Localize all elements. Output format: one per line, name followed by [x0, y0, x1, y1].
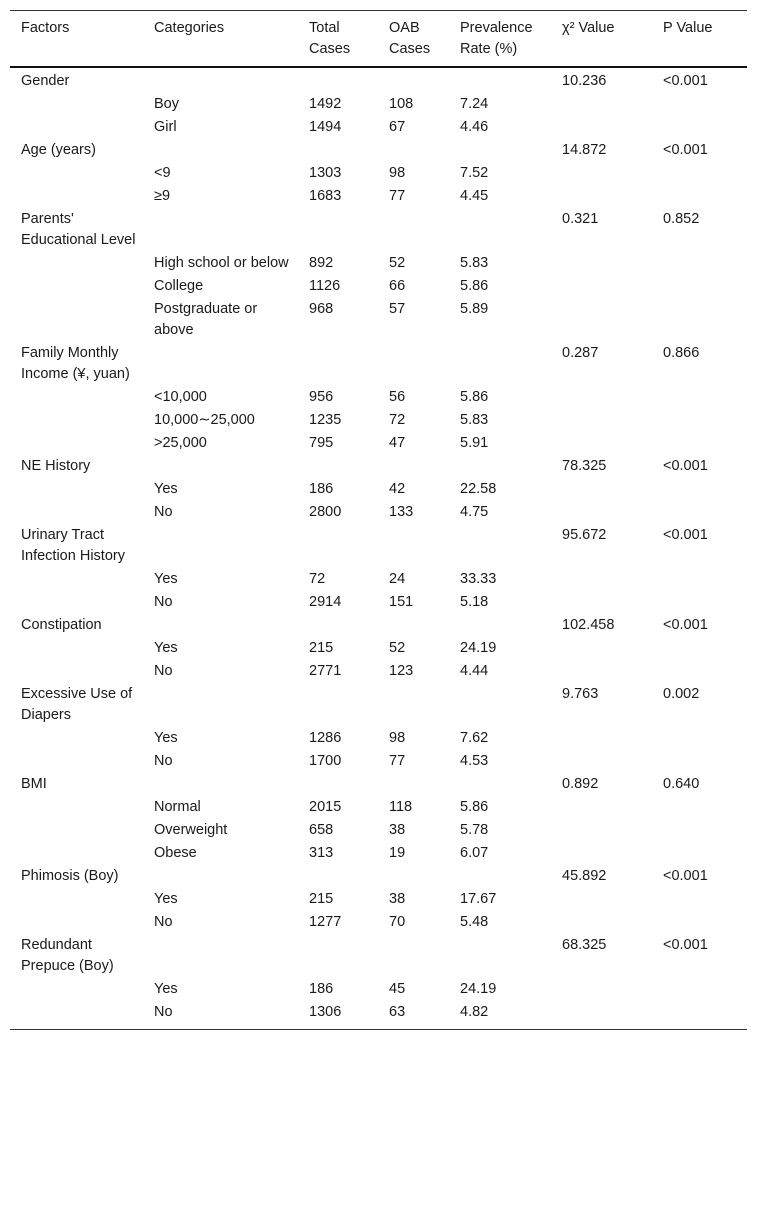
- category-cell: Girl: [154, 119, 177, 135]
- total-cases-cell: 1277: [309, 914, 342, 930]
- p-value-cell: [652, 93, 747, 116]
- category-cell: Overweight: [154, 822, 228, 838]
- oab-cases-cell: 47: [389, 435, 406, 451]
- table-row: [10, 342, 747, 386]
- table-row: [10, 637, 747, 660]
- oab-cases-cell: 77: [389, 753, 406, 769]
- prevalence-rate-cell: 5.86: [460, 799, 489, 815]
- oab-cases-cell: 42: [389, 481, 406, 497]
- table-row: [10, 842, 747, 865]
- category-cell: [143, 614, 298, 637]
- factor-cell: Age (years): [21, 142, 96, 158]
- factor-cell: [10, 591, 143, 614]
- factor-cell: [10, 750, 143, 773]
- chi-square-cell: [551, 409, 652, 432]
- oab-cases-cell: 52: [389, 640, 406, 656]
- category-cell: No: [154, 753, 173, 769]
- prevalence-rate-cell: 4.82: [460, 1004, 489, 1020]
- factor-cell: [10, 116, 143, 139]
- oab-cases-cell: 108: [389, 96, 414, 112]
- table-row: [10, 162, 747, 185]
- category-cell: Yes: [154, 730, 178, 746]
- p-value-cell: [652, 591, 747, 614]
- factor-cell: [10, 501, 143, 524]
- p-value-cell: [652, 386, 747, 409]
- oab-cases-cell: 38: [389, 891, 406, 907]
- p-value-cell: [652, 637, 747, 660]
- category-cell: Yes: [154, 481, 178, 497]
- oab-cases-cell: [378, 524, 449, 568]
- total-cases-cell: 186: [309, 481, 334, 497]
- p-value-cell: <0.001: [663, 142, 708, 158]
- p-value-cell: [652, 478, 747, 501]
- category-cell: [143, 455, 298, 478]
- oab-cases-cell: 77: [389, 188, 406, 204]
- factor-cell: [10, 252, 143, 275]
- p-value-cell: [652, 185, 747, 208]
- category-cell: [143, 683, 298, 727]
- table-row: [10, 1001, 747, 1030]
- p-value-cell: [652, 888, 747, 911]
- factor-cell: [10, 911, 143, 934]
- category-cell: No: [154, 594, 173, 610]
- total-cases-cell: 1492: [309, 96, 342, 112]
- prevalence-rate-cell: [449, 524, 551, 568]
- oab-cases-cell: 123: [389, 663, 414, 679]
- table-row: [10, 93, 747, 116]
- p-value-cell: [652, 252, 747, 275]
- category-cell: [143, 773, 298, 796]
- category-cell: [143, 342, 298, 386]
- category-cell: No: [154, 1004, 173, 1020]
- p-value-cell: [652, 750, 747, 773]
- table-row: [10, 888, 747, 911]
- total-cases-cell: [298, 934, 378, 978]
- p-value-cell: [652, 819, 747, 842]
- total-cases-cell: 1235: [309, 412, 342, 428]
- prevalence-rate-cell: 4.45: [460, 188, 489, 204]
- category-cell: No: [154, 663, 173, 679]
- prevalence-rate-cell: 5.86: [460, 389, 489, 405]
- category-cell: [143, 524, 298, 568]
- table-row: [10, 683, 747, 727]
- chi-square-cell: [551, 1001, 652, 1030]
- chi-square-cell: [551, 796, 652, 819]
- header-oab-cases: OAB Cases: [378, 11, 449, 68]
- prevalence-rate-cell: [449, 934, 551, 978]
- prevalence-rate-cell: 4.53: [460, 753, 489, 769]
- chi-square-cell: [551, 252, 652, 275]
- oab-cases-cell: 151: [389, 594, 414, 610]
- p-value-cell: [652, 568, 747, 591]
- factor-cell: Excessive Use of Diapers: [21, 686, 133, 723]
- factor-cell: [10, 568, 143, 591]
- factor-cell: NE History: [21, 458, 91, 474]
- chi-square-cell: [551, 911, 652, 934]
- table-row: [10, 568, 747, 591]
- chi-square-cell: [551, 185, 652, 208]
- table-row: [10, 275, 747, 298]
- chi-square-cell: 68.325: [562, 937, 607, 953]
- oab-cases-cell: 70: [389, 914, 406, 930]
- chi-square-cell: [551, 568, 652, 591]
- total-cases-cell: 1494: [309, 119, 342, 135]
- chi-square-cell: 0.287: [562, 345, 599, 361]
- oab-cases-cell: 72: [389, 412, 406, 428]
- factor-cell: Parents' Educational Level: [21, 211, 136, 248]
- factor-cell: [10, 796, 143, 819]
- table-body: [10, 67, 747, 1030]
- factor-cell: [10, 386, 143, 409]
- category-cell: High school or below: [154, 255, 289, 271]
- oab-cases-cell: 133: [389, 504, 414, 520]
- table-row: [10, 934, 747, 978]
- p-value-cell: <0.001: [663, 868, 708, 884]
- category-cell: ≥9: [154, 188, 171, 204]
- p-value-cell: [652, 501, 747, 524]
- oab-cases-cell: 63: [389, 1004, 406, 1020]
- total-cases-cell: [298, 455, 378, 478]
- factor-cell: [10, 298, 143, 342]
- table-row: [10, 501, 747, 524]
- table-row: [10, 796, 747, 819]
- prevalence-rate-cell: 22.58: [460, 481, 497, 497]
- p-value-cell: <0.001: [663, 458, 708, 474]
- prevalence-rate-cell: 4.75: [460, 504, 489, 520]
- prevalence-rate-cell: 5.83: [460, 255, 489, 271]
- table-row: [10, 865, 747, 888]
- prevalence-rate-cell: [449, 208, 551, 252]
- table-row: [10, 67, 747, 93]
- total-cases-cell: 956: [309, 389, 334, 405]
- factor-cell: Constipation: [21, 617, 102, 633]
- table-row: [10, 773, 747, 796]
- total-cases-cell: [298, 139, 378, 162]
- table-row: [10, 432, 747, 455]
- prevalence-rate-cell: 7.62: [460, 730, 489, 746]
- oab-cases-cell: [378, 208, 449, 252]
- prevalence-rate-cell: 5.91: [460, 435, 489, 451]
- category-cell: [143, 67, 298, 93]
- total-cases-cell: [298, 614, 378, 637]
- prevalence-rate-cell: 6.07: [460, 845, 489, 861]
- factor-cell: [10, 275, 143, 298]
- oab-cases-cell: 56: [389, 389, 406, 405]
- chi-square-cell: 78.325: [562, 458, 607, 474]
- p-value-cell: 0.852: [663, 211, 700, 227]
- chi-square-cell: 9.763: [562, 686, 599, 702]
- total-cases-cell: 2800: [309, 504, 342, 520]
- total-cases-cell: 72: [309, 571, 326, 587]
- chi-square-cell: [551, 93, 652, 116]
- chi-square-cell: [551, 432, 652, 455]
- category-cell: <10,000: [154, 389, 207, 405]
- total-cases-cell: 215: [309, 891, 334, 907]
- p-value-cell: [652, 660, 747, 683]
- prevalence-rate-cell: [449, 455, 551, 478]
- p-value-cell: 0.866: [663, 345, 700, 361]
- factor-cell: [10, 727, 143, 750]
- prevalence-rate-cell: 33.33: [460, 571, 497, 587]
- table-row: [10, 727, 747, 750]
- category-cell: [143, 865, 298, 888]
- factor-cell: BMI: [21, 776, 47, 792]
- category-cell: Yes: [154, 640, 178, 656]
- p-value-cell: [652, 432, 747, 455]
- p-value-cell: <0.001: [663, 527, 708, 543]
- prevalence-rate-cell: [449, 683, 551, 727]
- category-cell: [143, 139, 298, 162]
- chi-square-cell: [551, 275, 652, 298]
- category-cell: Normal: [154, 799, 201, 815]
- total-cases-cell: 1303: [309, 165, 342, 181]
- header-factors: Factors: [10, 11, 143, 68]
- factor-cell: Urinary Tract Infection History: [21, 527, 125, 564]
- chi-square-cell: [551, 298, 652, 342]
- oab-cases-cell: 67: [389, 119, 406, 135]
- table-row: [10, 252, 747, 275]
- data-table: [10, 10, 747, 1030]
- oab-cases-cell: [378, 773, 449, 796]
- factor-cell: [10, 409, 143, 432]
- prevalence-rate-cell: 5.78: [460, 822, 489, 838]
- chi-square-cell: [551, 819, 652, 842]
- prevalence-rate-cell: 5.86: [460, 278, 489, 294]
- factor-cell: [10, 842, 143, 865]
- oab-cases-cell: 45: [389, 981, 406, 997]
- chi-square-cell: [551, 478, 652, 501]
- chi-square-cell: [551, 162, 652, 185]
- category-cell: No: [154, 504, 173, 520]
- oab-cases-cell: [378, 342, 449, 386]
- chi-square-cell: [551, 727, 652, 750]
- category-cell: <9: [154, 165, 171, 181]
- factor-cell: [10, 978, 143, 1001]
- total-cases-cell: 1126: [309, 278, 341, 294]
- table-header: [10, 11, 747, 68]
- total-cases-cell: 892: [309, 255, 334, 271]
- prevalence-rate-cell: 24.19: [460, 981, 497, 997]
- prevalence-rate-cell: [449, 865, 551, 888]
- chi-square-cell: [551, 842, 652, 865]
- total-cases-cell: 313: [309, 845, 334, 861]
- total-cases-cell: 2771: [309, 663, 342, 679]
- table-row: [10, 386, 747, 409]
- chi-square-cell: [551, 501, 652, 524]
- p-value-cell: [652, 1001, 747, 1030]
- category-cell: [143, 934, 298, 978]
- oab-cases-cell: [378, 683, 449, 727]
- p-value-cell: 0.640: [663, 776, 700, 792]
- factor-cell: Phimosis (Boy): [21, 868, 119, 884]
- total-cases-cell: 2015: [309, 799, 342, 815]
- oab-cases-cell: 24: [389, 571, 406, 587]
- chi-square-cell: 14.872: [562, 142, 607, 158]
- prevalence-rate-cell: 4.44: [460, 663, 489, 679]
- total-cases-cell: 1700: [309, 753, 342, 769]
- table-row: [10, 750, 747, 773]
- header-row: [10, 11, 747, 68]
- prevalence-rate-cell: 24.19: [460, 640, 497, 656]
- oab-cases-cell: 98: [389, 730, 406, 746]
- factor-cell: [10, 93, 143, 116]
- chi-square-cell: [551, 591, 652, 614]
- p-value-cell: [652, 842, 747, 865]
- total-cases-cell: [298, 524, 378, 568]
- header-prevalence-rate: Prevalence Rate (%): [449, 11, 551, 68]
- total-cases-cell: 215: [309, 640, 334, 656]
- table-row: [10, 455, 747, 478]
- oab-cases-cell: 98: [389, 165, 406, 181]
- oab-cases-cell: [378, 934, 449, 978]
- table-row: [10, 409, 747, 432]
- factor-cell: Gender: [21, 73, 70, 89]
- factor-cell: [10, 478, 143, 501]
- chi-square-cell: 10.236: [562, 73, 607, 89]
- p-value-cell: [652, 727, 747, 750]
- header-p-value: P Value: [652, 11, 747, 68]
- p-value-cell: [652, 298, 747, 342]
- category-cell: Yes: [154, 571, 178, 587]
- table-row: [10, 478, 747, 501]
- category-cell: Boy: [154, 96, 179, 112]
- header-categories: Categories: [143, 11, 298, 68]
- total-cases-cell: 1683: [309, 188, 342, 204]
- header-total-cases: Total Cases: [298, 11, 378, 68]
- prevalence-rate-cell: 5.83: [460, 412, 489, 428]
- chi-square-cell: [551, 978, 652, 1001]
- p-value-cell: <0.001: [663, 617, 708, 633]
- p-value-cell: [652, 409, 747, 432]
- prevalence-rate-cell: [449, 67, 551, 93]
- factor-cell: Family Monthly Income (¥, yuan): [21, 345, 130, 382]
- category-cell: College: [154, 278, 204, 294]
- oab-cases-cell: 66: [389, 278, 406, 294]
- p-value-cell: [652, 978, 747, 1001]
- factor-cell: [10, 819, 143, 842]
- p-value-cell: [652, 116, 747, 139]
- table-row: [10, 660, 747, 683]
- chi-square-cell: [551, 637, 652, 660]
- factor-cell: [10, 660, 143, 683]
- table-row: [10, 819, 747, 842]
- total-cases-cell: 186: [309, 981, 334, 997]
- factor-cell: [10, 432, 143, 455]
- oab-cases-cell: [378, 455, 449, 478]
- p-value-cell: [652, 162, 747, 185]
- p-value-cell: 0.002: [663, 686, 700, 702]
- oab-cases-cell: [378, 139, 449, 162]
- chi-square-cell: [551, 116, 652, 139]
- total-cases-cell: 795: [309, 435, 334, 451]
- category-cell: >25,000: [154, 435, 207, 451]
- p-value-cell: <0.001: [663, 937, 708, 953]
- prevalence-rate-cell: 5.48: [460, 914, 489, 930]
- table-row: [10, 208, 747, 252]
- factor-cell: [10, 888, 143, 911]
- factor-cell: [10, 1001, 143, 1030]
- p-value-cell: [652, 275, 747, 298]
- table-row: [10, 139, 747, 162]
- prevalence-rate-cell: [449, 139, 551, 162]
- p-value-cell: [652, 796, 747, 819]
- prevalence-rate-cell: [449, 614, 551, 637]
- chi-square-cell: [551, 386, 652, 409]
- chi-square-cell: 45.892: [562, 868, 607, 884]
- total-cases-cell: [298, 865, 378, 888]
- table-row: [10, 116, 747, 139]
- prevalence-rate-cell: 7.52: [460, 165, 489, 181]
- chi-square-cell: 102.458: [562, 617, 615, 633]
- total-cases-cell: 1306: [309, 1004, 342, 1020]
- table-row: [10, 591, 747, 614]
- category-cell: Yes: [154, 981, 178, 997]
- chi-square-cell: [551, 750, 652, 773]
- oab-cases-cell: 19: [389, 845, 406, 861]
- header-chi-square-value: χ² Value: [551, 11, 652, 68]
- category-cell: [143, 208, 298, 252]
- table-row: [10, 298, 747, 342]
- table-row: [10, 911, 747, 934]
- prevalence-rate-cell: 5.89: [460, 301, 489, 317]
- table-row: [10, 614, 747, 637]
- prevalence-rate-cell: [449, 773, 551, 796]
- prevalence-rate-cell: [449, 342, 551, 386]
- total-cases-cell: [298, 683, 378, 727]
- category-cell: Yes: [154, 891, 178, 907]
- factor-cell: Redundant Prepuce (Boy): [21, 937, 114, 974]
- table-row: [10, 978, 747, 1001]
- total-cases-cell: 968: [309, 301, 334, 317]
- oab-cases-cell: 38: [389, 822, 406, 838]
- total-cases-cell: [298, 208, 378, 252]
- category-cell: Postgraduate or above: [154, 301, 258, 338]
- table-row: [10, 524, 747, 568]
- total-cases-cell: 658: [309, 822, 334, 838]
- oab-cases-cell: [378, 614, 449, 637]
- prevalence-rate-cell: 7.24: [460, 96, 489, 112]
- chi-square-cell: 0.321: [562, 211, 599, 227]
- p-value-cell: <0.001: [663, 73, 708, 89]
- factor-cell: [10, 185, 143, 208]
- category-cell: No: [154, 914, 173, 930]
- oab-cases-cell: [378, 865, 449, 888]
- chi-square-cell: 95.672: [562, 527, 607, 543]
- chi-square-cell: [551, 888, 652, 911]
- p-value-cell: [652, 911, 747, 934]
- factor-cell: [10, 162, 143, 185]
- oab-cases-cell: 118: [389, 799, 413, 815]
- prevalence-rate-cell: 17.67: [460, 891, 497, 907]
- prevalence-rate-cell: 5.18: [460, 594, 489, 610]
- chi-square-cell: [551, 660, 652, 683]
- oab-cases-cell: [378, 67, 449, 93]
- total-cases-cell: 2914: [309, 594, 342, 610]
- category-cell: 10,000∼25,000: [154, 412, 255, 428]
- oab-cases-cell: 57: [389, 301, 406, 317]
- oab-cases-cell: 52: [389, 255, 406, 271]
- total-cases-cell: [298, 67, 378, 93]
- prevalence-rate-cell: 4.46: [460, 119, 489, 135]
- table-row: [10, 185, 747, 208]
- category-cell: Obese: [154, 845, 197, 861]
- total-cases-cell: 1286: [309, 730, 342, 746]
- chi-square-cell: 0.892: [562, 776, 599, 792]
- factor-cell: [10, 637, 143, 660]
- total-cases-cell: [298, 342, 378, 386]
- total-cases-cell: [298, 773, 378, 796]
